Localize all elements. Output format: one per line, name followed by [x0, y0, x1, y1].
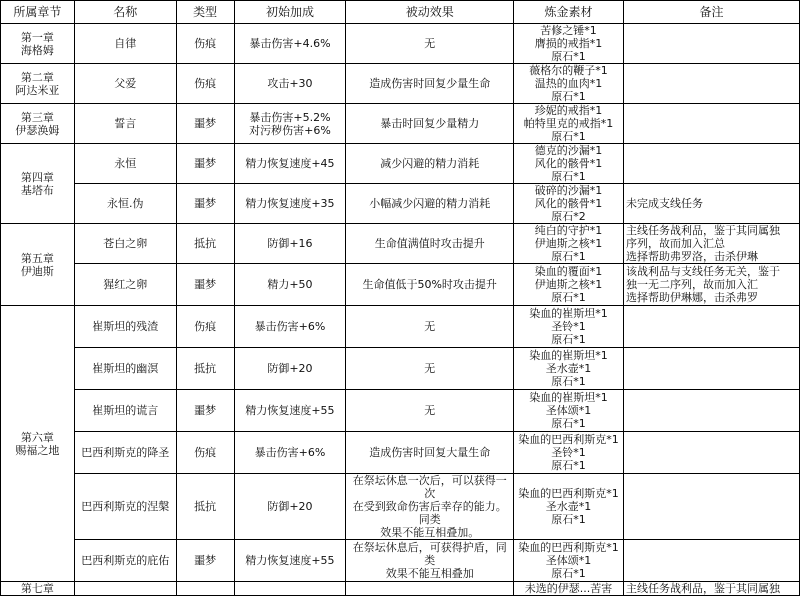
relic-type: 抵抗	[176, 224, 234, 264]
passive-effect: 无	[346, 390, 514, 432]
note-cell	[624, 390, 800, 432]
note-cell	[624, 104, 800, 144]
material-item: 苦修之锤*1	[540, 24, 597, 37]
material-item: 未选的伊瑟...苦害	[524, 582, 613, 595]
table-row	[1, 144, 800, 184]
table-row	[1, 348, 800, 390]
passive-effect	[346, 582, 514, 596]
passive-effect: 造成伤害时回复少量生命	[346, 64, 514, 104]
table-row	[1, 264, 800, 306]
header-chapter: 所属章节	[1, 1, 75, 24]
material-item: 风化的骸骨*1	[534, 197, 603, 210]
chapter-cell: 第三章 伊瑟涣姆	[1, 104, 75, 144]
initial-bonus: 精力恢复速度+55	[234, 390, 346, 432]
material-item: 原石*2	[551, 210, 586, 223]
header-notes: 备注	[624, 1, 800, 24]
materials-cell	[514, 264, 624, 306]
material-item: 伊迪斯之核*1	[534, 237, 603, 250]
materials-cell	[514, 184, 624, 224]
relic-type: 噩梦	[176, 390, 234, 432]
relic-type: 噩梦	[176, 264, 234, 306]
header-name: 名称	[74, 1, 176, 24]
header-bonus: 初始加成	[234, 1, 346, 24]
initial-bonus: 暴击伤害+5.2% 对污秽伤害+6%	[234, 104, 346, 144]
initial-bonus: 防御+20	[234, 474, 346, 540]
materials-cell	[514, 24, 624, 64]
materials-cell	[514, 474, 624, 540]
chapter-cell: 第六章 赐福之地	[1, 306, 75, 582]
material-item: 圣水壶*1	[545, 362, 592, 375]
note-cell: 该战利品与支线任务无关，鉴于 独一无二序列，故而加入汇 选择帮助伊琳娜，击杀弗罗	[624, 264, 800, 306]
material-item: 薇格尔的鞭子*1	[529, 64, 608, 77]
material-item: 染血的巴西利斯克*1	[518, 433, 619, 446]
material-item: 原石*1	[551, 291, 586, 304]
chapter-cell: 第四章 基塔布	[1, 144, 75, 224]
initial-bonus: 精力恢复速度+55	[234, 540, 346, 582]
table-row	[1, 184, 800, 224]
header-row	[1, 1, 800, 24]
materials-cell	[514, 390, 624, 432]
relic-type: 伤痕	[176, 432, 234, 474]
chapter-cell: 第五章 伊迪斯	[1, 224, 75, 306]
relic-name	[74, 582, 176, 596]
note-cell	[624, 306, 800, 348]
initial-bonus: 精力+50	[234, 264, 346, 306]
material-item: 原石*1	[551, 417, 586, 430]
note-cell	[624, 432, 800, 474]
relic-name: 猩红之卵	[74, 264, 176, 306]
material-item: 原石*1	[551, 130, 586, 143]
material-item: 染血的崔斯坦*1	[529, 349, 608, 362]
table-row	[1, 432, 800, 474]
passive-effect: 生命值低于50%时攻击提升	[346, 264, 514, 306]
relic-name: 永恒.伪	[74, 184, 176, 224]
initial-bonus: 精力恢复速度+45	[234, 144, 346, 184]
relic-type: 噩梦	[176, 184, 234, 224]
materials-cell	[514, 348, 624, 390]
materials-cell	[514, 104, 624, 144]
chapter-cell: 第一章 海格姆	[1, 24, 75, 64]
material-item: 染血的崔斯坦*1	[529, 391, 608, 404]
material-item: 风化的骸骨*1	[534, 157, 603, 170]
material-item: 温热的血肉*1	[534, 77, 603, 90]
material-item: 原石*1	[551, 459, 586, 472]
header-passive: 被动效果	[346, 1, 514, 24]
initial-bonus: 防御+16	[234, 224, 346, 264]
relic-type	[176, 582, 234, 596]
passive-effect: 暴击时回复少量精力	[346, 104, 514, 144]
material-item: 珍妮的戒指*1	[534, 104, 603, 117]
relic-type: 伤痕	[176, 24, 234, 64]
relic-name: 巴西利斯克的庇佑	[74, 540, 176, 582]
note-cell: 主线任务战利品，鉴于其同属独 序列，故而加入汇总 选择帮助弗罗洛，击杀伊琳	[624, 224, 800, 264]
table-row	[1, 390, 800, 432]
passive-effect: 减少闪避的精力消耗	[346, 144, 514, 184]
initial-bonus: 攻击+30	[234, 64, 346, 104]
header-type: 类型	[176, 1, 234, 24]
relic-name: 崔斯坦的谎言	[74, 390, 176, 432]
passive-effect: 无	[346, 24, 514, 64]
initial-bonus: 暴击伤害+6%	[234, 306, 346, 348]
relic-name: 苍白之卵	[74, 224, 176, 264]
table-row	[1, 474, 800, 540]
relic-type: 抵抗	[176, 348, 234, 390]
chapter-cell: 第七章	[1, 582, 75, 596]
material-item: 伊迪斯之核*1	[534, 278, 603, 291]
relic-name: 崔斯坦的残渣	[74, 306, 176, 348]
material-item: 帕特里克的戒指*1	[523, 117, 614, 130]
material-item: 德克的沙漏*1	[534, 144, 603, 157]
material-item: 原石*1	[551, 90, 586, 103]
material-item: 原石*1	[551, 375, 586, 388]
relic-name: 巴西利斯克的降圣	[74, 432, 176, 474]
material-item: 原石*1	[551, 50, 586, 63]
materials-cell	[514, 582, 624, 596]
relic-name: 父爱	[74, 64, 176, 104]
material-item: 原石*1	[551, 513, 586, 526]
passive-effect: 无	[346, 306, 514, 348]
materials-cell	[514, 144, 624, 184]
material-item: 圣水壶*1	[545, 500, 592, 513]
material-item: 原石*1	[551, 170, 586, 183]
note-cell	[624, 64, 800, 104]
initial-bonus: 精力恢复速度+35	[234, 184, 346, 224]
material-item: 原石*1	[551, 567, 586, 580]
material-item: 染血的崔斯坦*1	[529, 307, 608, 320]
passive-effect: 造成伤害时回复大量生命	[346, 432, 514, 474]
table-row	[1, 540, 800, 582]
relic-name: 誓言	[74, 104, 176, 144]
table-row	[1, 306, 800, 348]
note-cell	[624, 348, 800, 390]
relic-name: 自律	[74, 24, 176, 64]
note-cell	[624, 540, 800, 582]
material-item: 圣体颂*1	[545, 554, 592, 567]
material-item: 原石*1	[551, 250, 586, 263]
chapter-cell: 第二章 阿达米亚	[1, 64, 75, 104]
passive-effect: 生命值满值时攻击提升	[346, 224, 514, 264]
note-cell	[624, 24, 800, 64]
initial-bonus: 防御+20	[234, 348, 346, 390]
material-item: 原石*1	[551, 333, 586, 346]
material-item: 染血的巴西利斯克*1	[518, 487, 619, 500]
material-item: 纯白的守护*1	[534, 224, 603, 237]
material-item: 圣铃*1	[551, 320, 586, 333]
relic-type: 噩梦	[176, 144, 234, 184]
table-row	[1, 64, 800, 104]
materials-cell	[514, 224, 624, 264]
material-item: 圣铃*1	[551, 446, 586, 459]
passive-effect: 小幅减少闪避的精力消耗	[346, 184, 514, 224]
relic-type: 噩梦	[176, 104, 234, 144]
table-row	[1, 582, 800, 596]
materials-cell	[514, 64, 624, 104]
passive-effect: 无	[346, 348, 514, 390]
material-item: 圣体颂*1	[545, 404, 592, 417]
header-materials: 炼金素材	[514, 1, 624, 24]
material-item: 染血的覆面*1	[534, 265, 603, 278]
initial-bonus: 暴击伤害+4.6%	[234, 24, 346, 64]
note-cell	[624, 474, 800, 540]
relic-type: 抵抗	[176, 474, 234, 540]
table-row	[1, 104, 800, 144]
relic-type: 噩梦	[176, 540, 234, 582]
passive-effect: 在祭坛休息一次后，可以获得一次 在受到致命伤害后幸存的能力。同类 效果不能互相叠加。	[346, 474, 514, 540]
materials-cell	[514, 540, 624, 582]
relic-type: 伤痕	[176, 64, 234, 104]
relic-name: 巴西利斯克的涅槃	[74, 474, 176, 540]
note-cell: 未完成支线任务	[624, 184, 800, 224]
initial-bonus: 暴击伤害+6%	[234, 432, 346, 474]
table-row	[1, 224, 800, 264]
materials-cell	[514, 306, 624, 348]
materials-cell	[514, 432, 624, 474]
table-row	[1, 24, 800, 64]
note-cell	[624, 144, 800, 184]
relic-type: 伤痕	[176, 306, 234, 348]
material-item: 膺损的戒指*1	[534, 37, 603, 50]
material-item: 染血的巴西利斯克*1	[518, 541, 619, 554]
relic-name: 永恒	[74, 144, 176, 184]
initial-bonus	[234, 582, 346, 596]
relic-name: 崔斯坦的幽溟	[74, 348, 176, 390]
material-item: 破碎的沙漏*1	[534, 184, 603, 197]
passive-effect: 在祭坛休息后，可获得护盾，同类 效果不能互相叠加	[346, 540, 514, 582]
note-cell: 主线任务战利品，鉴于其同属独	[624, 582, 800, 596]
